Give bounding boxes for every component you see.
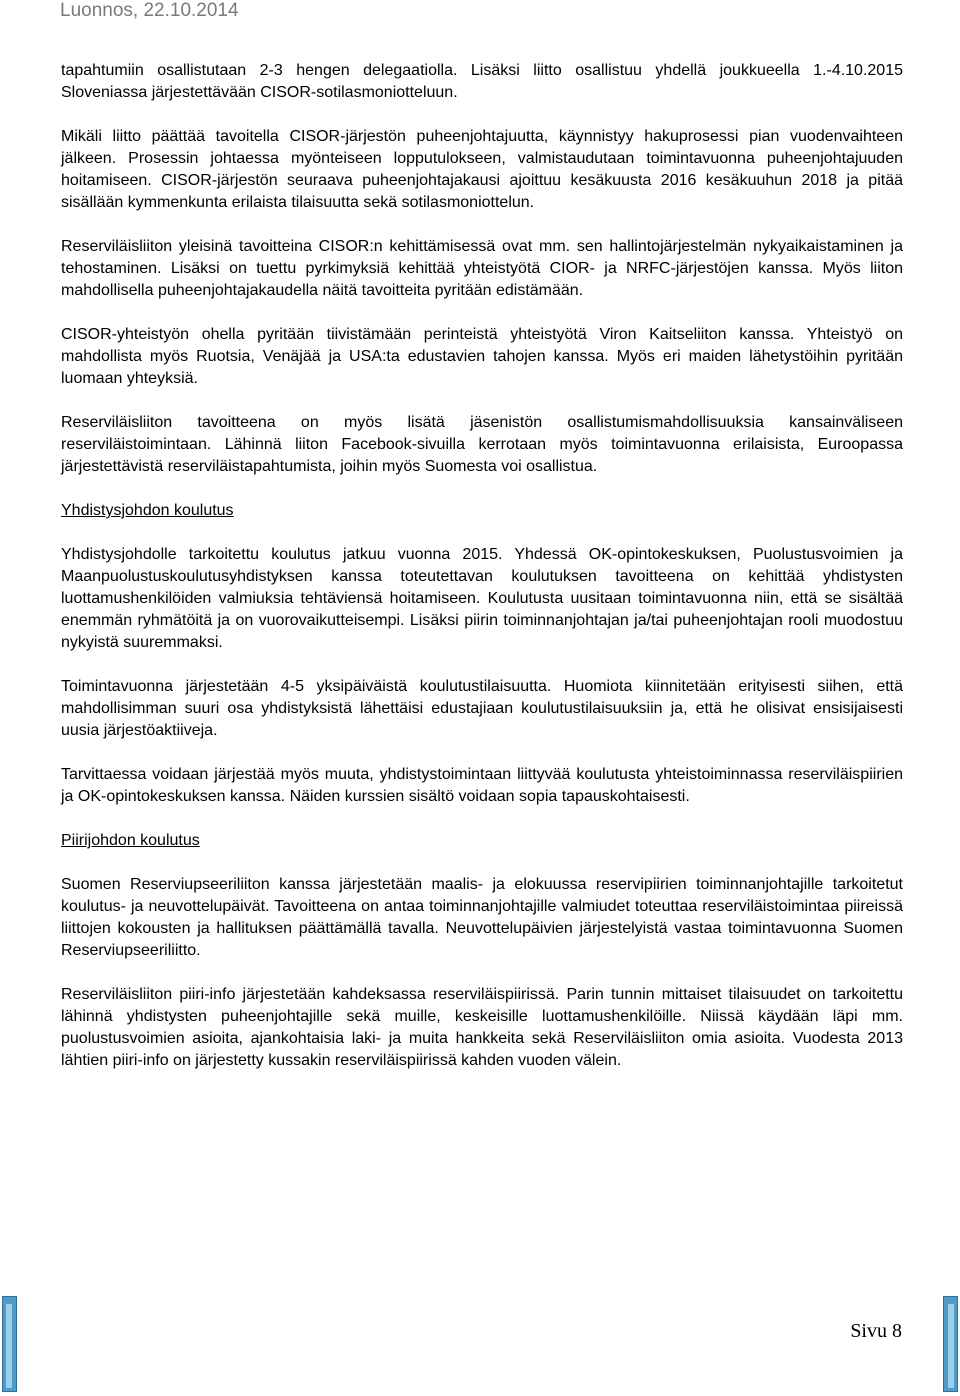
- document-header: Luonnos, 22.10.2014: [60, 0, 239, 21]
- paragraph: tapahtumiin osallistutaan 2-3 hengen delegaatiolla. Lisäksi liitto osallistuu yhdellä joukkueella 1.-4.10.2015 Sloveniassa järjestettävään CISOR-sotilasmoniotteluun.: [61, 62, 903, 101]
- paragraph: Mikäli liitto päättää tavoitella CISOR-järjestön puheenjohtajuutta, käynnistyy hakuprosessi pian vuodenvaihteen jälkeen. Prosessin johtaessa myönteiseen lopputulokseen, valmistaudutaan toimintavuonna puheenjohtajuuden hoitamiseen. CISOR-järjestön seuraava puheenjohtajakausi ajoittuu kesäkuusta 2016 kesäkuuhun 2018 ja pitää sisällään kymmenkunta erilaista tilaisuutta sekä sotilasmoniottelun.: [61, 128, 903, 211]
- footer-decoration-right-inner: [948, 1304, 954, 1388]
- paragraph: Suomen Reserviupseeriliiton kanssa järjestetään maalis- ja elokuussa reservipiirien toiminnanjohtajille tarkoitetut koulutus- ja neuvottelupäivät. Tavoitteena on antaa toiminnanjohtajille valmiudet toteuttaa reserviläistoimintaa piireissä liittojen kokousten ja hallituksen päättämällä tavalla. Neuvottelupäivien järjestelyistä vastaa toimintavuonna Suomen Reserviupseeriliitto.: [61, 876, 903, 959]
- footer-decoration-left-inner: [6, 1304, 12, 1388]
- section-heading-piirijohto: Piirijohdon koulutus: [61, 832, 200, 849]
- paragraph: Reserviläisliiton tavoitteena on myös lisätä jäsenistön osallistumismahdollisuuksia kansainväliseen reserviläistoimintaan. Lähinnä liiton Facebook-sivuilla kerrotaan myös toimintavuonna erilaisista, Euroopassa järjestettävistä reserviläistapahtumista, joihin myös Suomesta voi osallistua.: [61, 414, 903, 475]
- paragraph: Yhdistysjohdolle tarkoitettu koulutus jatkuu vuonna 2015. Yhdessä OK-opintokeskuksen, Puolustusvoimien ja Maanpuolustuskoulutusyhdistyksen kanssa toteutettavan koulutuksen tavoitteena on kehittää yhdistysten luottamushenkilöiden valmiuksia tehtäviensä hoitamiseen. Koulutusta uusitaan toimintavuonna niin, että se sisältää enemmän ryhmätöitä ja on vuorovaikutteisempi. Lisäksi piirin toiminnanjohtajan ja/tai puheenjohtajan rooli muodostuu nykyistä suuremmaksi.: [61, 546, 903, 651]
- paragraph: Reserviläisliiton piiri-info järjestetään kahdeksassa reserviläispiirissä. Parin tunnin mittaiset tilaisuudet on tarkoitettu lähinnä yhdistysten puheenjohtajille sekä muille, keskeisille luottamushenkilöille. Niissä käydään läpi mm. puolustusvoimien asioita, ajankohtaisia laki- ja muita hankkeita sekä Reserviläisliiton omia asioita. Vuodesta 2013 lähtien piiri-info on järjestetty kussakin reserviläispiirissä kahden vuoden välein.: [61, 986, 903, 1069]
- paragraph: CISOR-yhteistyön ohella pyritään tiivistämään perinteistä yhteistyötä Viron Kaitseliiton kanssa. Yhteistyö on mahdollista myös Ruotsia, Venäjää ja USA:ta edustavien tahojen kanssa. Myös eri maiden lähetystöihin pyritään luomaan yhteyksiä.: [61, 326, 903, 387]
- page-number: Sivu 8: [850, 1320, 902, 1342]
- paragraph: Tarvittaessa voidaan järjestää myös muuta, yhdistystoimintaan liittyvää koulutusta yhteistoiminnassa reserviläispiirien ja OK-opintokeskuksen kanssa. Näiden kurssien sisältö voidaan sopia tapauskohtaisesti.: [61, 766, 903, 805]
- paragraph: Reserviläisliiton yleisinä tavoitteina CISOR:n kehittämisessä ovat mm. sen hallintojärjestelmän nykyaikaistaminen ja tehostaminen. Lisäksi on tuettu pyrkimyksiä kehittää yhteistyötä CIOR- ja NRFC-järjestöjen kanssa. Myös liiton mahdollisella puheenjohtajakaudella näitä tavoitteita pyritään edistämään.: [61, 238, 903, 299]
- document-body: [61, 60, 903, 1094]
- section-heading-yhdistysjohto: Yhdistysjohdon koulutus: [61, 502, 234, 519]
- paragraph: Toimintavuonna järjestetään 4-5 yksipäiväistä koulutustilaisuutta. Huomiota kiinnitetään erityisesti siihen, että mahdollisimman suuri osa yhdistyksistä lähettäisi edustajiaan koulutustilaisuuksiin ja, että he olisivat ensisijaisesti uusia järjestöaktiiveja.: [61, 678, 903, 739]
